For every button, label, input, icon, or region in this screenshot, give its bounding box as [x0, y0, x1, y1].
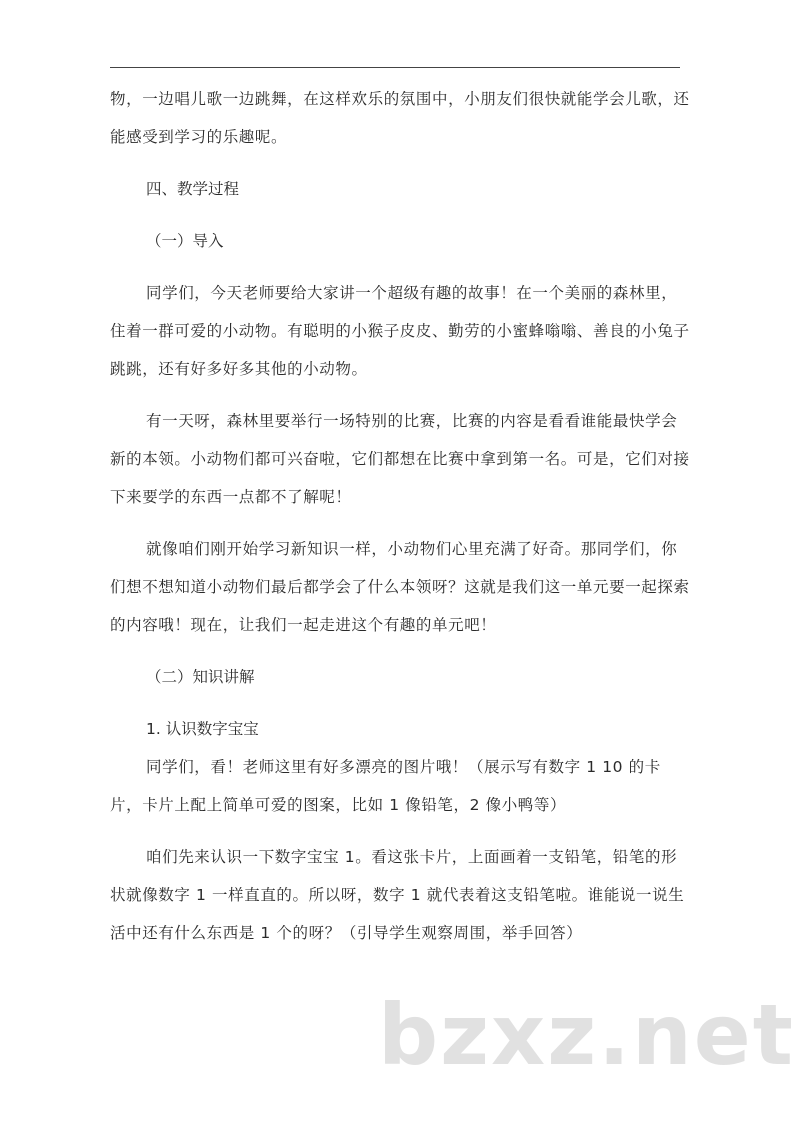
watermark-logo: bzxz.net	[378, 986, 795, 1084]
spacer	[110, 260, 690, 274]
spacer	[110, 696, 690, 710]
topic-heading: 1. 认识数字宝宝	[146, 720, 259, 738]
spacer	[110, 156, 690, 170]
spacer	[110, 516, 690, 530]
spacer	[110, 208, 690, 222]
paragraph: 有一天呀，森林里要举行一场特别的比赛，比赛的内容是看看谁能最快学会新的本领。小动物们都可兴奋啦，它们都想在比赛中拿到第一名。可是，它们对接下来要学的东西一点都不了解呢！	[110, 412, 690, 506]
paragraph: 物，一边唱儿歌一边跳舞，在这样欢乐的氛围中，小朋友们很快就能学会儿歌，还能感受到学习的乐趣呢。	[110, 90, 690, 146]
spacer	[110, 824, 690, 838]
header-rule	[110, 67, 680, 68]
paragraph: 同学们，看！老师这里有好多漂亮的图片哦！（展示写有数字 1 10 的卡片，卡片上配上简单可爱的图案，比如 1 像铅笔，2 像小鸭等）	[110, 758, 661, 814]
subsection-heading: （二）知识讲解	[146, 668, 255, 686]
paragraph: 同学们，今天老师要给大家讲一个超级有趣的故事！在一个美丽的森林里，住着一群可爱的小动物。有聪明的小猴子皮皮、勤劳的小蜜蜂嗡嗡、善良的小兔子跳跳，还有好多好多其他的小动物。	[110, 284, 690, 378]
paragraph: 就像咱们刚开始学习新知识一样，小动物们心里充满了好奇。那同学们，你们想不想知道小动物们最后都学会了什么本领呀？这就是我们这一单元要一起探索的内容哦！现在，让我们一起走进这个有趣的单元吧！	[110, 540, 690, 634]
paragraph: 咱们先来认识一下数字宝宝 1。看这张卡片，上面画着一支铅笔，铅笔的形状就像数字 1 一样直直的。所以呀，数字 1 就代表着这支铅笔啦。谁能说一说生活中还有什么东西是 1 个的呀？（引导学生观察周围，举手回答）	[110, 848, 685, 942]
spacer	[110, 388, 690, 402]
spacer	[110, 644, 690, 658]
section-heading: 四、教学过程	[146, 180, 240, 198]
subsection-heading: （一）导入	[146, 232, 224, 250]
document-body	[110, 80, 690, 952]
